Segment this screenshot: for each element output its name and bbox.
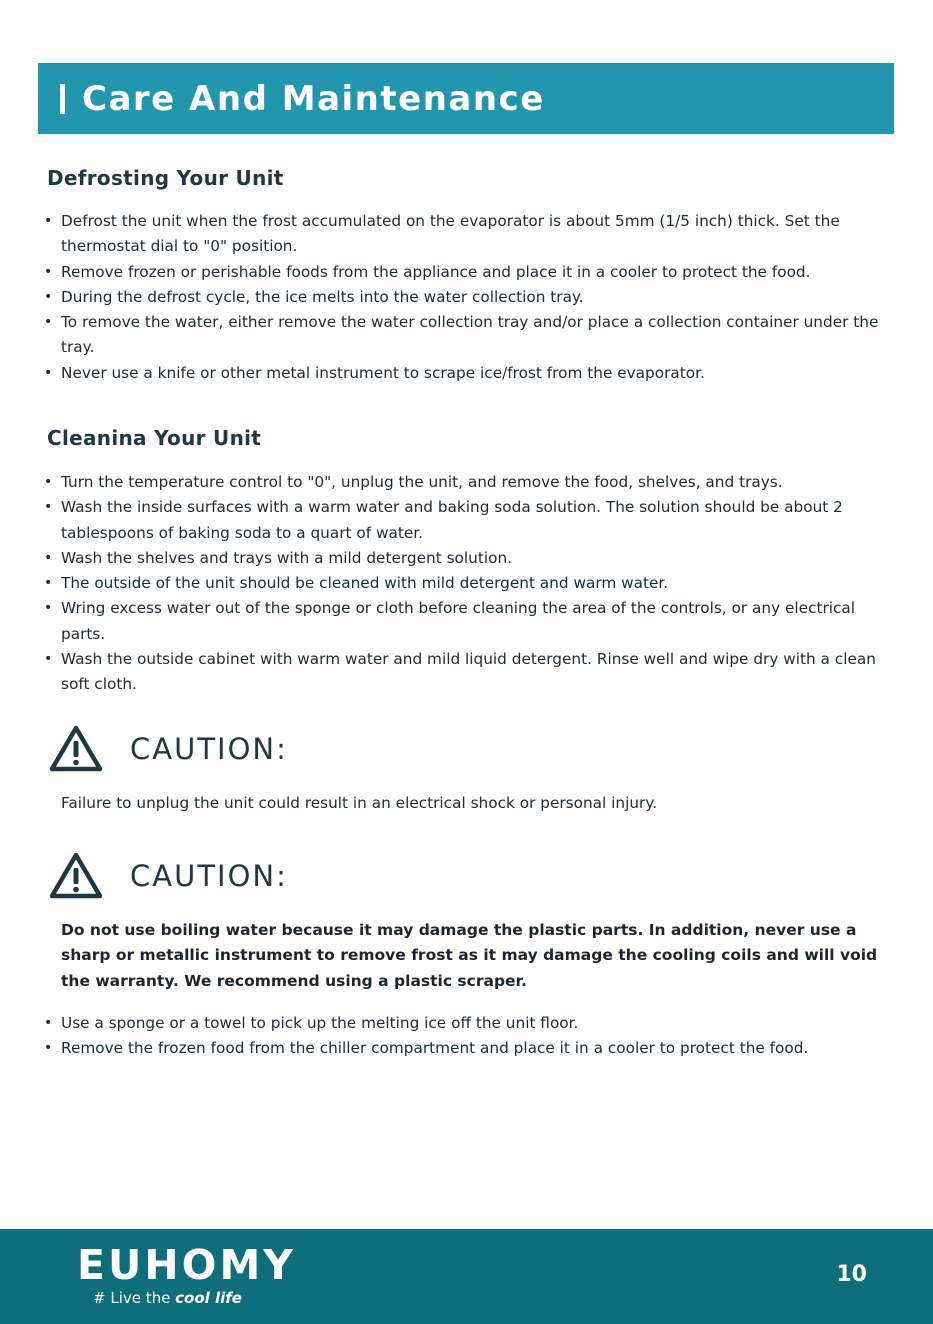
list-item: • Remove the frozen food from the chiller compartment and place it in a cooler to protect the food. [44, 1036, 894, 1061]
brand-logo: EUHOMY [77, 1241, 296, 1289]
list-item: • Wash the outside cabinet with warm water and mild liquid detergent. Rinse well and wipe dry with a clean soft cloth. [44, 647, 894, 698]
page-footer [0, 1229, 933, 1324]
final-list [44, 1011, 894, 1062]
page-number: 10 [836, 1262, 867, 1287]
list-item: • Never use a knife or other metal instrument to scrape ice/frost from the evaporator. [44, 361, 894, 386]
caution-text: Failure to unplug the unit could result in an electrical shock or personal injury. [61, 794, 658, 812]
list-item: • Remove frozen or perishable foods from the appliance and place it in a cooler to protect the food. [44, 260, 894, 285]
caution-title: CAUTION: [130, 859, 288, 893]
cleaning-list [44, 470, 894, 698]
warning-triangle-icon [48, 851, 104, 901]
header-accent-bar [60, 84, 65, 114]
list-item: • Turn the temperature control to "0", unplug the unit, and remove the food, shelves, and trays. [44, 470, 894, 495]
list-item: • Wring excess water out of the sponge or cloth before cleaning the area of the controls, or any electrical parts. [44, 596, 894, 647]
tagline-emphasis: cool life [175, 1289, 242, 1307]
caution-heading [48, 851, 288, 901]
caution-warning-text: Do not use boiling water because it may damage the plastic parts. In addition, never use a sharp or metallic instrument to remove frost as it may damage the cooling coils and will void the warranty. We recommend using a plastic scraper. [61, 921, 878, 990]
brand-tagline [93, 1289, 242, 1307]
list-item: • During the defrost cycle, the ice melts into the water collection tray. [44, 285, 894, 310]
list-item: • Wash the inside surfaces with a warm water and baking soda solution. The solution should be about 2 tablespoons of baking soda to a quart of water. [44, 495, 894, 546]
warning-triangle-icon [48, 724, 104, 774]
defrost-section-title: Defrosting Your Unit [47, 166, 284, 190]
page-title: Care And Maintenance [82, 78, 545, 119]
list-item: • Use a sponge or a towel to pick up the melting ice off the unit floor. [44, 1011, 894, 1036]
list-item: • Defrost the unit when the frost accumulated on the evaporator is about 5mm (1/5 inch) thick. Set the thermostat dial to "0" position. [44, 209, 894, 260]
caution-heading [48, 724, 288, 774]
section-header-bar [38, 63, 894, 134]
list-item: • The outside of the unit should be cleaned with mild detergent and warm water. [44, 571, 894, 596]
list-item: • Wash the shelves and trays with a mild detergent solution. [44, 546, 894, 571]
caution-title: CAUTION: [130, 732, 288, 766]
defrost-list [44, 209, 894, 386]
tagline-prefix: # Live the [93, 1289, 176, 1307]
cleaning-section-title: Cleanina Your Unit [47, 426, 262, 450]
list-item: • To remove the water, either remove the water collection tray and/or place a collection container under the tray. [44, 310, 894, 361]
